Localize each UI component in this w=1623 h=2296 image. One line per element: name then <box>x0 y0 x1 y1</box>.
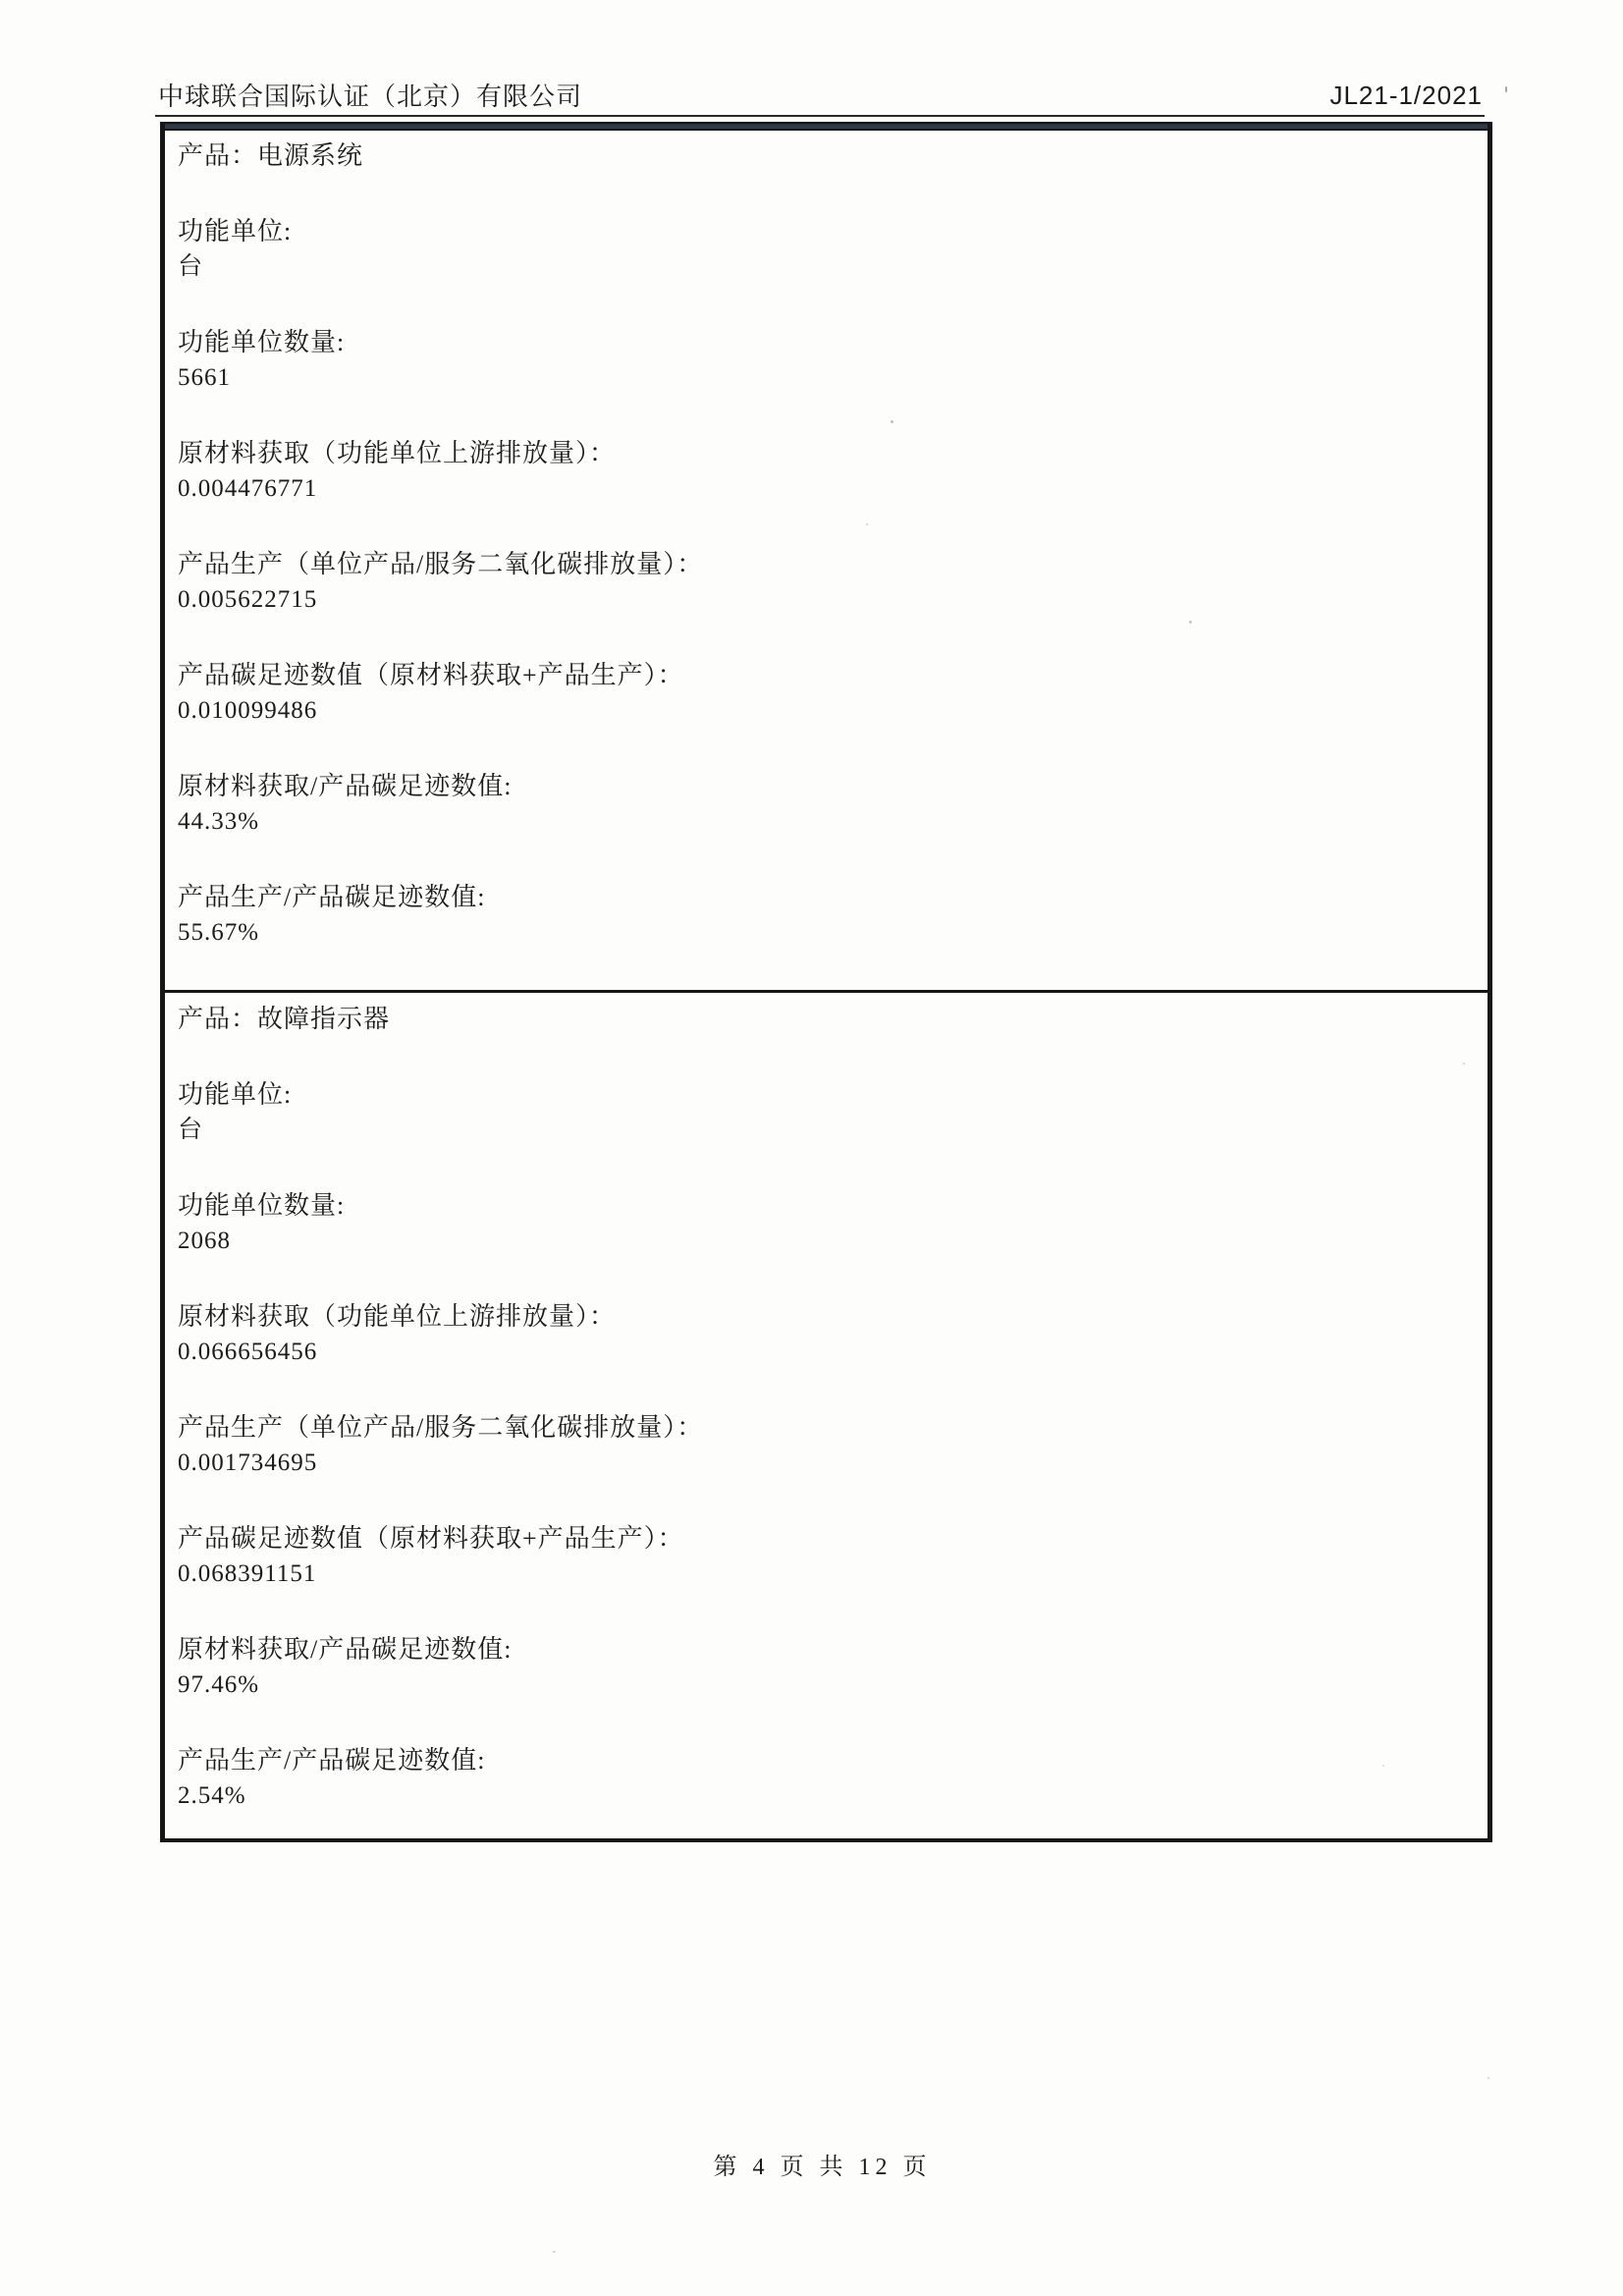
field-functional-unit-quantity <box>178 1188 1468 1259</box>
field-carbon-footprint-value <box>178 658 1468 729</box>
field-functional-unit <box>178 214 1468 285</box>
content-box <box>160 122 1492 1842</box>
field-value: 97.46% <box>178 1671 260 1698</box>
field-value: 0.001734695 <box>178 1449 318 1476</box>
field-value: 0.005622715 <box>178 586 318 613</box>
scan-speck <box>866 523 868 525</box>
field-label: 产品生产/产品碳足迹数值: <box>178 1746 486 1775</box>
field-product-production <box>178 547 1468 618</box>
field-label: 产品碳足迹数值（原材料获取+产品生产）： <box>178 1524 684 1553</box>
product-section-fault-indicator <box>165 1002 1488 1814</box>
field-value: 0.010099486 <box>178 697 318 724</box>
page-number-footer: 第 4 页 共 12 页 <box>713 2155 932 2180</box>
header-rule <box>155 115 1485 117</box>
field-label: 功能单位数量: <box>178 1191 346 1220</box>
field-functional-unit-quantity <box>178 325 1468 396</box>
field-value: 5661 <box>178 364 231 391</box>
field-value: 2.54% <box>178 1782 246 1809</box>
field-label: 产品生产（单位产品/服务二氧化碳排放量）： <box>178 550 704 578</box>
product-title: 产品：故障指示器 <box>178 1005 391 1033</box>
field-production-ratio <box>178 1743 1468 1814</box>
scan-speck <box>1505 86 1507 92</box>
header-company-name: 中球联合国际认证（北京）有限公司 <box>158 82 583 111</box>
field-value: 0.066656456 <box>178 1339 318 1365</box>
field-label: 原材料获取（功能单位上游排放量）： <box>178 439 617 467</box>
field-raw-material-acquisition <box>178 1299 1468 1370</box>
field-label: 产品生产/产品碳足迹数值: <box>178 883 486 911</box>
field-functional-unit <box>178 1077 1468 1148</box>
field-label: 产品生产（单位产品/服务二氧化碳排放量）： <box>178 1413 704 1442</box>
field-value: 55.67% <box>178 919 260 946</box>
field-label: 功能单位: <box>178 1080 293 1109</box>
scan-speck <box>1189 621 1192 624</box>
field-label: 功能单位: <box>178 217 293 246</box>
field-value: 0.004476771 <box>178 475 318 502</box>
scan-speck <box>553 2251 556 2253</box>
product-title: 产品：电源系统 <box>178 141 364 170</box>
scan-speck <box>891 420 893 423</box>
scan-speck <box>1382 1765 1384 1767</box>
field-label: 产品碳足迹数值（原材料获取+产品生产）： <box>178 661 684 689</box>
field-product-production <box>178 1410 1468 1481</box>
field-label: 功能单位数量: <box>178 328 346 356</box>
field-label: 原材料获取/产品碳足迹数值: <box>178 772 513 800</box>
field-value: 44.33% <box>178 808 260 835</box>
field-raw-material-acquisition <box>178 436 1468 507</box>
field-value: 2068 <box>178 1228 231 1254</box>
scan-speck <box>1463 1063 1465 1065</box>
field-value: 台 <box>178 1117 204 1143</box>
header-doc-number: JL21-1/2021 <box>1329 81 1483 110</box>
field-label: 原材料获取/产品碳足迹数值: <box>178 1635 513 1664</box>
field-production-ratio <box>178 880 1468 951</box>
scan-speck <box>1488 2077 1489 2079</box>
field-raw-material-ratio <box>178 769 1468 840</box>
field-value: 0.068391151 <box>178 1560 317 1587</box>
field-carbon-footprint-value <box>178 1521 1468 1592</box>
field-label: 原材料获取（功能单位上游排放量）： <box>178 1302 617 1331</box>
field-value: 台 <box>178 253 204 280</box>
content-box-top-border <box>165 122 1488 131</box>
product-section-power-system <box>165 138 1488 993</box>
field-raw-material-ratio <box>178 1632 1468 1703</box>
